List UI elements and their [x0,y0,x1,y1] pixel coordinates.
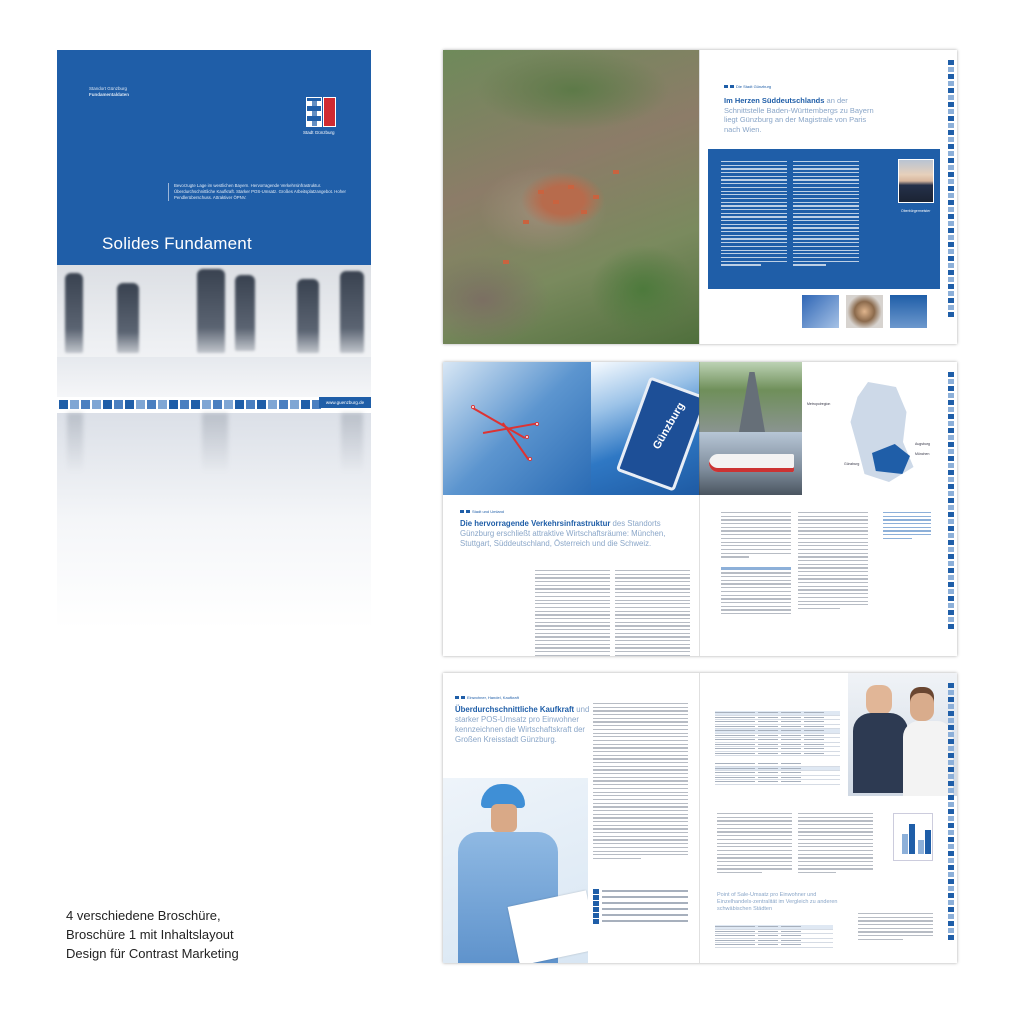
aerial-photo-guenzburg [443,50,699,344]
cover-photo-commuters [57,265,371,397]
text-column [593,703,688,859]
mayor-portrait [898,159,934,203]
photo-person [853,713,908,793]
thumbnail-photo [890,295,927,328]
text-column [858,913,933,940]
register-tabs [948,372,954,646]
register-tabs [948,683,954,953]
cover-eyebrow [89,86,129,98]
sidebar-note [883,512,931,539]
photo-walker [340,271,364,353]
engineer-photo [443,778,588,963]
page-fold [699,673,700,963]
text-column [721,161,787,266]
spread2-headline [460,519,690,549]
spread1-headline [724,96,874,134]
photo-person [866,685,892,715]
spread2-eyebrow [460,509,504,514]
spread3-subheadline: Point of Sale-Umsatz pro Einwohner und Einzelhandels-zentralität im Vergleich zu anderen schwäbischen Städten [717,892,838,912]
cover-blue-panel [57,50,371,265]
page-fold [699,50,700,344]
spread2-headline-rest: des Standorts Günzburg erschließt attraktive Wirtschaftsräume: München, Stuttgart, Süddeutschland, Österreich und die Schweiz. [460,519,666,548]
caption-line1: 4 verschiedene Broschüre, [66,908,221,923]
spread1-thumbnails [802,295,927,328]
photo-walker [235,275,255,351]
cover-url: www.guenzburg.de [319,397,371,408]
photo-walker [197,269,225,353]
highway-sign-photo [591,362,699,495]
spread-3 [443,673,957,963]
spread2-headline-strong: Die hervorragende Verkehrsinfrastruktur [460,519,611,528]
portrait-caption: Oberbürgermeister [901,209,931,213]
bavarian-shield-icon [306,97,322,127]
register-tabs [948,60,954,334]
data-table [715,711,840,785]
spread3-eyebrow [455,695,519,700]
text-column [721,512,791,558]
thumbnail-photo [802,295,839,328]
photo-walker [65,273,83,353]
spread1-blue-text-box [708,149,940,289]
cover-title: Solides Fundament [102,234,252,253]
photo-face [491,804,517,832]
stats-list [593,888,688,924]
caption [66,906,239,963]
map-label: Metropolregion [807,402,831,406]
spread1-headline-rest: an der Schnittstelle Baden-Württembergs zu Bayern liegt Günzburg an der Magistrale von Paris nach Wien. [724,96,874,134]
spread-2 [443,362,957,656]
spread1-headline-strong: Im Herzen Süddeutschlands [724,96,825,105]
map-label: Günzburg [844,462,860,466]
text-column [793,161,859,266]
text-column [535,570,610,656]
sign-text: Günzburg [650,400,688,452]
city-logo [303,97,339,143]
spread3-headline-rest: und starker POS-Umsatz pro Einwohner kennzeichnen die Wirtschaftskraft der Großen Kreisstadt Günzburg. [455,705,590,744]
spread2-eyebrow-text: Stadt und Umland [472,509,505,514]
map-label: Augsburg [915,442,930,446]
spread3-eyebrow-text: Einwohner, Handel, Kaufkraft [467,695,519,700]
page-fold [699,362,700,656]
photo-walker [297,279,319,353]
route-map-image [443,362,591,495]
photo-person [903,721,953,796]
brochure-cover [57,50,371,780]
bar-chart-graphic [893,813,933,861]
caption-line2: Broschüre 1 mit Inhaltslayout [66,927,234,942]
reflection-ghost [202,413,228,473]
comparison-table [715,925,833,948]
text-column [615,570,690,656]
spread-1 [443,50,957,344]
photo-person [910,693,934,721]
reflection-ghost [67,413,83,473]
cover-eyebrow-line2: Fundamentaldaten [89,92,130,97]
photo-floor [57,357,371,397]
thumbnail-photo [846,295,883,328]
spread1-eyebrow-text: Die Stadt Günzburg [736,84,772,89]
train-photo [699,432,802,495]
text-column [798,512,868,609]
spread1-eyebrow [724,84,771,89]
table-block [721,567,791,614]
cover-reflection [57,413,371,773]
red-tower-icon [323,97,336,127]
spread3-headline-strong: Überdurchschnittliche Kaufkraft [455,705,575,714]
photo-walker [117,283,139,353]
cover-eyebrow-line1: Standort Günzburg [89,86,128,91]
logo-text: Stadt Günzburg [303,130,335,135]
cover-claim: Bevorzugte Lage im westlichen Bayern. Hervorragende Verkehrsinfrastruktur. Überdurchschnittliche Kaufkraft. Starker POS-Umsatz. Großes Arbeitsplatzangebot. Hoher Pendlerüberschuss. Attraktiver ÖPNV. [168,183,353,201]
caption-line3: Design für Contrast Marketing [66,946,239,961]
map-label: München [915,452,930,456]
business-team-photo [848,673,957,796]
highway-photo [699,362,802,432]
text-column [717,813,792,873]
text-column [798,813,873,873]
spread3-headline [455,705,595,745]
germany-map [802,362,957,495]
reflection-ghost [341,413,363,473]
